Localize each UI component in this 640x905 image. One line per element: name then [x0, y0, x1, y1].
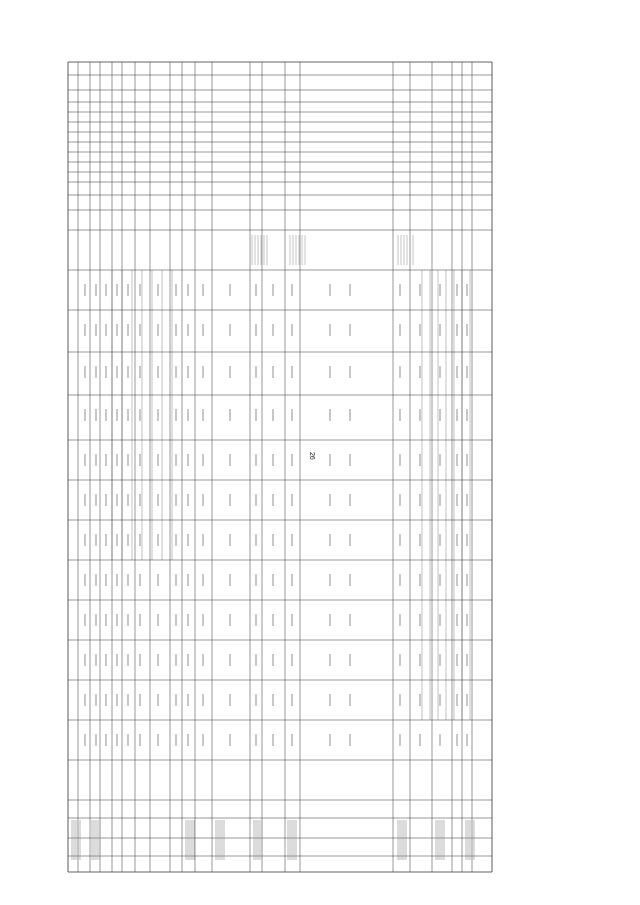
page-number: 26	[308, 452, 315, 460]
